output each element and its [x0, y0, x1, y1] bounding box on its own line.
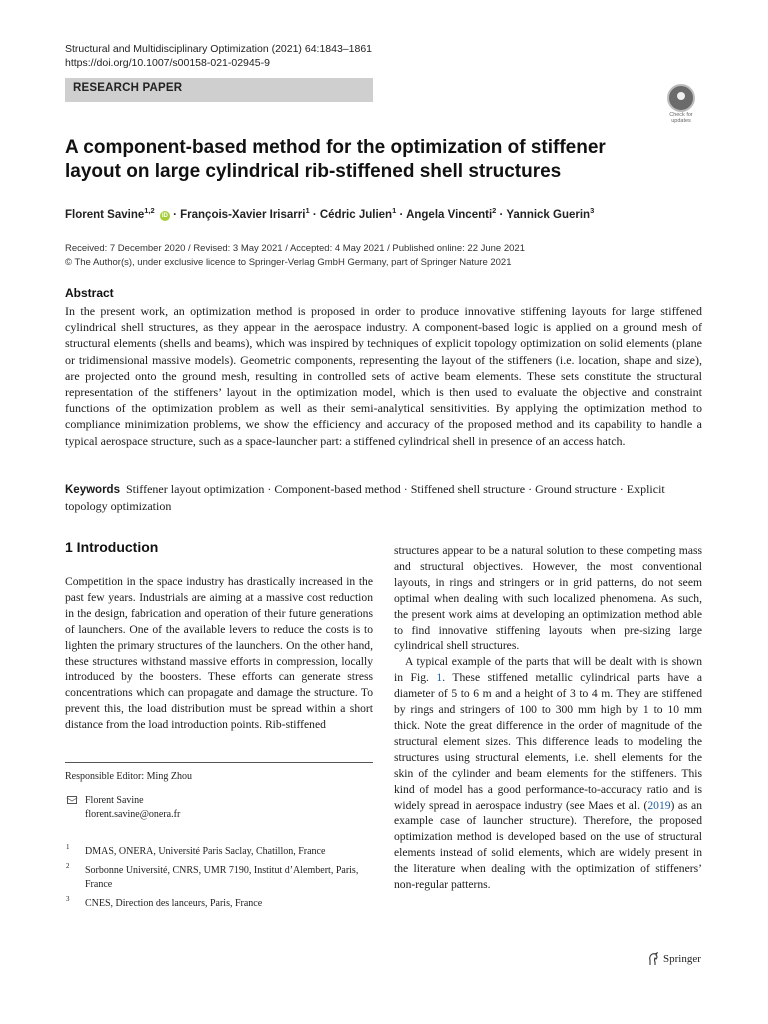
affiliation-text: Sorbonne Université, CNRS, UMR 7190, Institut d’Alembert, Paris, France: [85, 865, 359, 890]
affiliation-number: 1: [66, 843, 70, 851]
article-type-label: RESEARCH PAPER: [73, 82, 183, 94]
author-affiliation-sup: 2: [492, 206, 497, 215]
envelope-icon: [67, 796, 77, 804]
author-affiliation-sup: 1: [305, 206, 310, 215]
body-paragraph: [394, 654, 702, 893]
paper-title: A component-based method for the optimization of stiffener layout on large cylindrical rib-stiffened shell structures: [65, 137, 606, 182]
publication-dates: Received: 7 December 2020 / Revised: 3 May 2021 / Accepted: 4 May 2021 / Published online: 22 June 2021: [65, 243, 525, 254]
orcid-icon[interactable]: iD: [161, 212, 168, 219]
affiliation-number: 3: [66, 895, 70, 903]
affiliation-text: CNES, Direction des lanceurs, Paris, France: [85, 898, 263, 909]
body-paragraph: structures appear to be a natural solution to these competing mass and structural objectives. However, the most conventional layouts, in rings and stringers or in grid patterns, do not seem optimal when dealing with such localized phenomena. As such, the present work aims at developing an optimization method able to find innovative stiffening layouts when pre-sizing large cylindrical shell structures.: [394, 544, 702, 653]
author-list: [65, 203, 705, 223]
doi-link[interactable]: https://doi.org/10.1007/s00158-021-02945-9: [65, 57, 270, 69]
check-for-updates-badge[interactable]: [663, 84, 699, 124]
keywords: [65, 481, 702, 514]
abstract-text: In the present work, an optimization method is proposed in order to produce innovative stiffening layouts for large stiffened cylindrical shell structures, as they appear in the aerospace industry. A component-based logic is applied on a ground mesh of structural elements (shells and beams), which was inspired by techniques of explicit topology optimization on solid elements (plane or tridimensional massive models). Geometric components, representing the layout of the stiffeners (i.e. location, shape and size), are projected onto the ground mesh, resulting in controlled sets of active beam elements. These sets constitute the structural representation of the stiffeners’ layout in the optimization model, which is then used to evaluate the objective and constraint functions of the optimization problem as well as their semi-analytical sensitivities. By applying the optimization method to compliance minimization problems, we show the efficiency and accuracy of the proposed method and its capability to handle a typical aerospace structure, such as a space-launcher part: a stiffened cylindrical shell in presence of an access hatch.: [65, 304, 702, 448]
responsible-editor: Responsible Editor: Ming Zhou: [65, 771, 192, 782]
check-for-updates-label: Check for updates: [669, 112, 693, 124]
author-name[interactable]: Yannick Guerin: [506, 208, 591, 221]
author-name[interactable]: Angela Vincenti: [406, 208, 493, 221]
author-name[interactable]: Florent Savine: [65, 208, 145, 221]
author-separator: ·: [312, 208, 317, 221]
figure-reference-link[interactable]: 1: [436, 671, 443, 685]
citation-year-link[interactable]: 2019: [647, 798, 671, 812]
affiliation-number: 2: [66, 862, 70, 870]
corresponding-author: Florent Savine: [85, 795, 144, 806]
author-separator: ·: [173, 208, 177, 221]
affiliation-text: DMAS, ONERA, Université Paris Saclay, Chatillon, France: [85, 846, 326, 857]
publisher-logo: [647, 952, 701, 966]
author-name[interactable]: Cédric Julien: [319, 208, 393, 221]
author-separator: ·: [399, 208, 404, 221]
author-affiliation-sup: 1,2: [144, 206, 155, 215]
body-text: ) as an example case of launcher structure). Therefore, the proposed optimization method is developed based on the use of structural elements instead of solid elements, which are widely present in the literature when dealing with the optimization of stiffeners’ non-regular patterns.: [394, 798, 702, 892]
keywords-text: Stiffener layout optimization · Component-based method · Stiffened shell structure · Ground structure · Explicit topology optimization: [65, 482, 665, 514]
corresponding-email[interactable]: florent.savine@onera.fr: [85, 809, 181, 820]
journal-citation: Structural and Multidisciplinary Optimization (2021) 64:1843–1861: [65, 43, 373, 55]
author-separator: ·: [499, 208, 504, 221]
abstract-heading: Abstract: [65, 286, 114, 300]
footnote-divider: [65, 762, 373, 763]
body-text: . These stiffened metallic cylindrical parts have a diameter of 5 to 6 m and a height of 3 to 4 m. They are stiffened by rings and stringers of 100 to 300 mm high by 1 to 10 mm thick. Note the great difference in the order of magnitude of the structural element sizes. This difference leads to modeling the structures using structural elements, i.e. shell elements for the skin of the cylinder and beam elements for the stiffeners. This kind of model has a good performance-to-accuracy ratio and is widely spread in aerospace industry (see Maes et al. (: [394, 671, 702, 812]
check-for-updates-icon: [667, 84, 695, 112]
author-affiliation-sup: 3: [590, 206, 595, 215]
copyright-notice: © The Author(s), under exclusive licence to Springer-Verlag GmbH Germany, part of Springer Nature 2021: [65, 257, 512, 268]
springer-horse-icon: [647, 952, 659, 966]
body-text: A typical example of the parts that will be dealt with is shown in Fig.: [394, 655, 702, 685]
publisher-name: Springer: [663, 953, 701, 965]
left-column-body: [65, 574, 373, 733]
author-affiliation-sup: 1: [392, 206, 397, 215]
section-heading: 1 Introduction: [65, 539, 159, 555]
author-name[interactable]: François-Xavier Irisarri: [180, 208, 306, 221]
body-paragraph: Competition in the space industry has drastically increased in the past few years. Industrials are aiming at a massive cost reduction in the design, fabrication and operation of their future generations of launchers. One of the available levers to reduce the costs is to lighten the primary structures of the launchers. On the other hand, these structures withstand massive efforts in compression, locally introduced by the boosters. These efforts can generate stress concentrations which can propagate and damage the structure. To prevent this, the load distribution must be spread within a short distance from the load introduction points. Rib-stiffened: [65, 575, 373, 732]
keywords-label: Keywords: [65, 484, 120, 496]
article-type-banner: [65, 78, 373, 102]
right-column-body: [394, 543, 702, 893]
